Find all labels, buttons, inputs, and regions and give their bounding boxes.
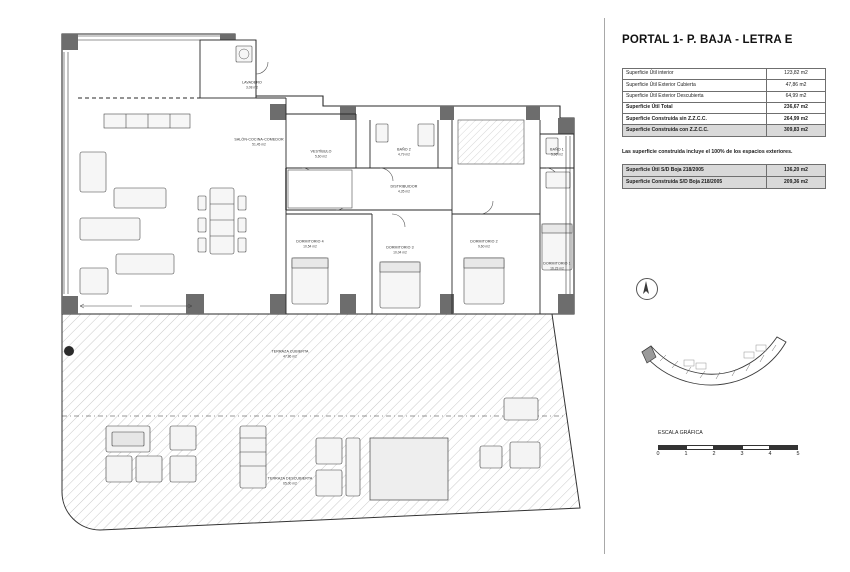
- key-plan-svg: [636, 330, 806, 400]
- area-value: 209,36 m2: [767, 176, 826, 188]
- table-row: [623, 102, 826, 113]
- room-label: VESTÍBULO 5,60 m2: [310, 149, 332, 159]
- scale-ticks: [658, 451, 798, 461]
- area-label: Superficie Útil S/D Boja 218/2005: [623, 164, 767, 176]
- north-needle-icon: [636, 278, 656, 298]
- area-value: 47,86 m2: [767, 80, 826, 91]
- room-label: DORMITORIO 3 10,04 m2: [386, 245, 414, 255]
- scale-tick: 4: [768, 451, 772, 457]
- table-row: [623, 114, 826, 125]
- floor-plan-drawing: [40, 18, 600, 554]
- area-label: Superficie Útil interior: [623, 69, 767, 80]
- areas-table-boja: [622, 164, 826, 189]
- scale-tick: 5: [796, 451, 800, 457]
- terrace-area: [62, 314, 580, 530]
- table-row: [623, 80, 826, 91]
- table-row: [623, 125, 826, 136]
- scale-tick: 3: [740, 451, 744, 457]
- room-label: SALÓN-COCINA-COMEDOR 51,45 m2: [234, 137, 284, 147]
- areas-note: Las superficie construida incluye el 100% de los espacios exteriores.: [622, 148, 793, 155]
- areas-table: [622, 68, 826, 137]
- plan-svg: [40, 18, 600, 554]
- area-value: 136,20 m2: [767, 164, 826, 176]
- room-label: BAÑO 1 5,96 m2: [550, 147, 564, 157]
- area-label: Superficie Construida sin Z.Z.C.C.: [623, 114, 767, 125]
- scale-label: ESCALA GRÁFICA: [658, 430, 703, 436]
- room-label: BAÑO 2 4,79 m2: [397, 147, 411, 157]
- area-value: 123,82 m2: [767, 69, 826, 80]
- area-value: 264,99 m2: [767, 114, 826, 125]
- sheet-divider: [604, 18, 605, 554]
- north-arrow-icon: [636, 278, 658, 300]
- area-value: 64,99 m2: [767, 91, 826, 102]
- table-row: [623, 164, 826, 176]
- room-label: TERRAZA DESCUBIERTA 65,00 m2: [267, 476, 313, 486]
- scale-tick: 2: [712, 451, 716, 457]
- scale-segment: [658, 445, 686, 450]
- area-label: Superficie Útil Total: [623, 102, 767, 113]
- area-label: Superficie Construida S/D Boja 218/2005: [623, 176, 767, 188]
- room-label: DORMITORIO 1 16,23 m2: [543, 261, 571, 271]
- area-label: Superficie Útil Exterior Cubierta: [623, 80, 767, 91]
- room-label: DORMITORIO 4 10,54 m2: [296, 239, 324, 249]
- table-row: [623, 176, 826, 188]
- key-plan: [636, 330, 806, 400]
- table-row: [623, 91, 826, 102]
- room-label: DORMITORIO 2 9,60 m2: [470, 239, 498, 249]
- graphic-scale: [658, 430, 808, 461]
- scale-segment: [714, 445, 742, 450]
- scale-segment: [686, 445, 714, 450]
- table-row: [623, 69, 826, 80]
- room-label: DISTRIBUIDOR 4,35 m2: [390, 184, 418, 194]
- area-value: 309,83 m2: [767, 125, 826, 136]
- area-label: Superficie Útil Exterior Descubierta: [623, 91, 767, 102]
- area-value: 236,67 m2: [767, 102, 826, 113]
- room-label: TERRAZA CUBIERTA 47,86 m2: [271, 349, 309, 359]
- room-label: LAVADERO 3,08 m2: [242, 80, 262, 90]
- scale-tick: 1: [684, 451, 688, 457]
- scale-tick: 0: [656, 451, 660, 457]
- info-panel: [622, 34, 834, 189]
- scale-bar: [658, 445, 798, 450]
- scale-segment: [742, 445, 770, 450]
- page-title: PORTAL 1- P. BAJA - LETRA E: [622, 34, 793, 46]
- area-label: Superficie Construida con Z.Z.C.C.: [623, 125, 767, 136]
- scale-segment: [770, 445, 798, 450]
